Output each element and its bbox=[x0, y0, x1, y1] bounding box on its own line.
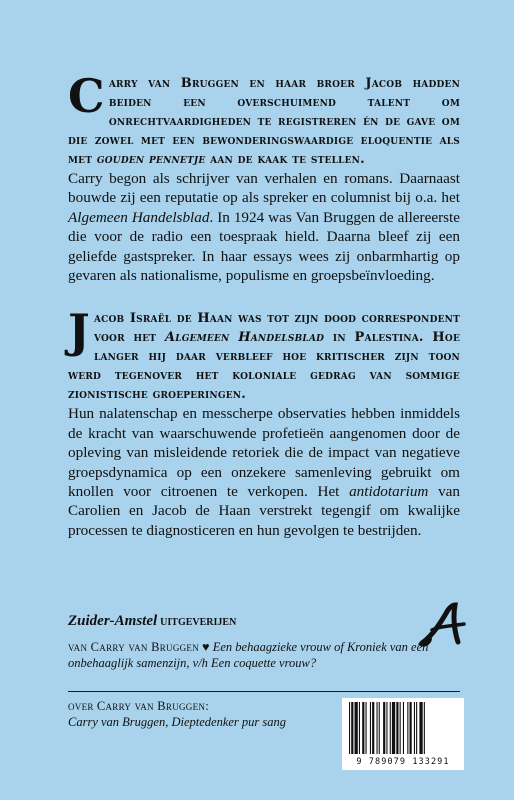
divider bbox=[68, 691, 460, 692]
paragraph-legacy bbox=[68, 404, 460, 540]
about-title: Carry van Bruggen, Dieptedenker pur sang bbox=[68, 715, 287, 729]
heart-icon: ♥ bbox=[202, 640, 210, 654]
intro-jacob-italic: Algemeen Handelsblad bbox=[164, 330, 325, 346]
intro-carry-italic: gouden pennetje bbox=[96, 152, 206, 167]
publisher-name bbox=[68, 613, 460, 630]
paragraph-legacy-italic: antidotarium bbox=[349, 483, 429, 501]
publisher-suffix: uitgeverijen bbox=[160, 614, 237, 629]
intro-carry-text-1: arry van Bruggen en haar broer Jacob hadden beiden een overschuimend talent om onrechtvaardigheden te registreren én de gave om die zowel met een bewonderingswaardige eloquentie als met bbox=[68, 76, 460, 167]
paragraph-carry-text-2: . In 1924 was Van Bruggen de allereerste die voor de radio een toespraak hield. Daarna bleef zij een geliefde gastspreker. In haar essays wees zij onbarmhartig op gevaren als nationalisme, populisme en groepsbeïnvloeding. bbox=[68, 208, 460, 285]
paragraph-carry bbox=[68, 169, 460, 285]
paragraph-carry-text-1: Carry begon als schrijver van verhalen en romans. Daarnaast bouwde zij een reputatie op als spreker en columnist bij o.a. het bbox=[68, 170, 460, 207]
dropcap-j: J bbox=[68, 304, 90, 359]
back-cover-text bbox=[68, 69, 461, 540]
publisher-by-label: van Carry van Bruggen bbox=[68, 640, 200, 654]
intro-carry bbox=[68, 69, 460, 169]
paragraph-legacy-text-1: Hun nalatenschap en messcherpe observaties hebben inmiddels de kracht van waarschuwende profetieën aangenomen door de opleving van misleidende retoriek die de impact van negatieve groepsdynamica op een onzekere samenleving gebruikt om knollen voor citroenen te verkopen. Het bbox=[68, 405, 460, 501]
publisher-by-titles: Een behaagzieke vrouw of Kroniek van een onbehaaglijk samenzijn, v/h Een coquette vrouw? bbox=[68, 640, 429, 670]
publisher-logo bbox=[418, 602, 468, 648]
publisher-name-text: Zuider-Amstel bbox=[68, 613, 158, 629]
intro-jacob-text-2: in Palestina. Hoe langer hij daar verbleef hoe kritischer zijn toon werd tegenover het koloniale gedrag van sommige zionistische groeperingen. bbox=[68, 330, 461, 403]
paragraph-carry-italic: Algemeen Handelsblad bbox=[68, 208, 210, 226]
isbn-number: 9 789079 133291 bbox=[356, 757, 450, 767]
intro-jacob bbox=[68, 304, 461, 404]
publisher-titles bbox=[68, 639, 460, 671]
barcode-bars-icon bbox=[347, 702, 459, 754]
dropcap-c: C bbox=[68, 69, 105, 123]
intro-carry-text-2: aan de kaak te stellen. bbox=[205, 152, 365, 167]
intro-jacob-text-1: acob Israël de Haan was tot zijn dood correspondent voor het bbox=[93, 311, 460, 346]
barcode bbox=[342, 698, 464, 770]
about-label-name: Carry van Bruggen: bbox=[96, 699, 209, 713]
publisher-block bbox=[68, 613, 460, 671]
about-author bbox=[68, 698, 338, 730]
about-label-prefix: over bbox=[68, 699, 94, 713]
publisher-a-logo-icon bbox=[418, 602, 468, 648]
paragraph-legacy-text-2: van Carolien en Jacob de Haan verstrekt tegengif om kwalijke processen te diagnosticeren en hun gevolgen te bestrijden. bbox=[68, 483, 460, 539]
